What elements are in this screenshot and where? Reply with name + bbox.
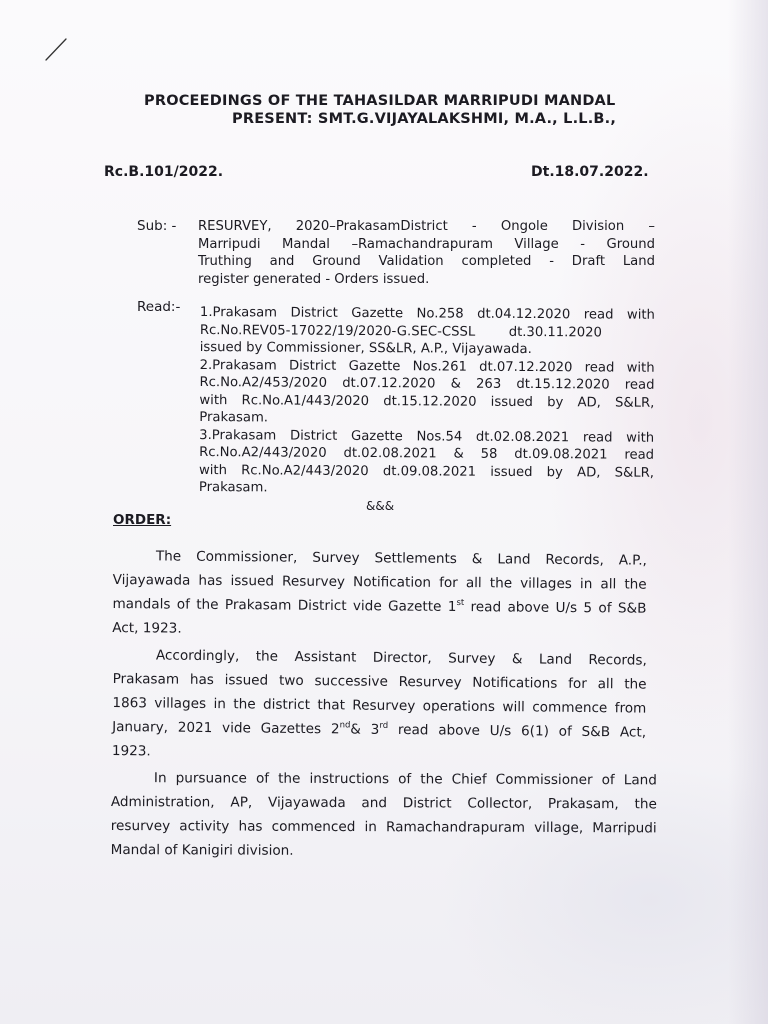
- read-line: Prakasam.: [199, 409, 269, 426]
- order-heading: ORDER:: [113, 512, 172, 528]
- subject-line: register generated - Orders issued.: [198, 271, 430, 287]
- subject-label: Sub: -: [137, 218, 177, 234]
- proceedings-title: PROCEEDINGS OF THE TAHASILDAR MARRIPUDI MANDAL: [144, 93, 616, 109]
- read-label: Read:-: [137, 299, 181, 315]
- section-separator: &&&: [366, 499, 395, 513]
- paragraph-line: Administration, AP, Vijayawada and District Collector, Prakasam, the: [110, 793, 657, 813]
- read-line: Rc.No.A2/453/2020 dt.07.12.2020 & 263 dt.15.12.2020 read: [199, 374, 655, 393]
- pen-stroke-mark-icon: [42, 36, 70, 64]
- read-line: Rc.No.REV05-17022/19/2020-G.SEC-CSSL dt.30.11.2020: [199, 322, 603, 340]
- read-line: 3.Prakasam District Gazette Nos.54 dt.02.08.2021 read with: [199, 427, 655, 446]
- paragraph-line: January, 2021 vide Gazettes 2nd& 3rd read above U/s 6(1) of S&B Act,: [112, 718, 647, 741]
- paragraph-line: Act, 1923.: [112, 619, 182, 637]
- reference-date: Dt.18.07.2022.: [531, 164, 649, 180]
- order-paragraph-2: [112, 643, 647, 769]
- order-paragraph-1: [112, 544, 647, 645]
- subject-line: Truthing and Ground Validation completed - Draft Land: [198, 254, 655, 269]
- paragraph-line: Accordingly, the Assistant Director, Survey & Land Records,: [155, 647, 647, 669]
- paragraph-line: In pursuance of the instructions of the Chief Commissioner of Land: [153, 770, 657, 789]
- paragraph-line: resurvey activity has commenced in Ramachandrapuram village, Marripudi: [110, 817, 657, 837]
- read-line: Rc.No.A2/443/2020 dt.02.08.2021 & 58 dt.09.08.2021 read: [199, 444, 655, 463]
- paragraph-line: 1863 villages in the district that Resurvey operations will commence from: [112, 694, 647, 717]
- presiding-officer: PRESENT: SMT.G.VIJAYALAKSHMI, M.A., L.L.B.,: [232, 111, 617, 127]
- paragraph-line: 1923.: [111, 742, 151, 760]
- paragraph-line: The Commissioner, Survey Settlements & Land Records, A.P.,: [155, 548, 647, 569]
- order-paragraph-3: [111, 766, 657, 864]
- subject-line: Marripudi Mandal –Ramachandrapuram Village - Ground: [198, 236, 655, 252]
- paragraph-line: Vijayawada has issued Resurvey Notification for all the villages in all the: [112, 571, 647, 593]
- reference-number: Rc.B.101/2022.: [104, 164, 224, 180]
- paragraph-line: Mandal of Kanigiri division.: [110, 841, 294, 859]
- read-line: issued by Commissioner, SS&LR, A.P., Vijayawada.: [199, 339, 532, 358]
- read-line: Prakasam.: [198, 479, 268, 496]
- paragraph-line: mandals of the Prakasam District vide Gazette 1st read above U/s 5 of S&B: [112, 595, 647, 617]
- read-line: with Rc.No.A1/443/2020 dt.15.12.2020 issued by AD, S&LR,: [199, 392, 655, 411]
- subject-text: [198, 218, 655, 288]
- paragraph-line: Prakasam has issued two successive Resurvey Notifications for all the: [112, 670, 647, 693]
- read-line: with Rc.No.A2/443/2020 dt.09.08.2021 issued by AD, S&LR,: [198, 462, 655, 481]
- read-line: 1.Prakasam District Gazette No.258 dt.04.12.2020 read with: [199, 304, 655, 323]
- page-edge-shadow: [728, 0, 768, 1024]
- read-line: 2.Prakasam District Gazette Nos.261 dt.07.12.2020 read with: [199, 357, 655, 376]
- subject-line: RESURVEY, 2020–PrakasamDistrict - Ongole Division –: [198, 219, 655, 234]
- read-references: [199, 304, 655, 499]
